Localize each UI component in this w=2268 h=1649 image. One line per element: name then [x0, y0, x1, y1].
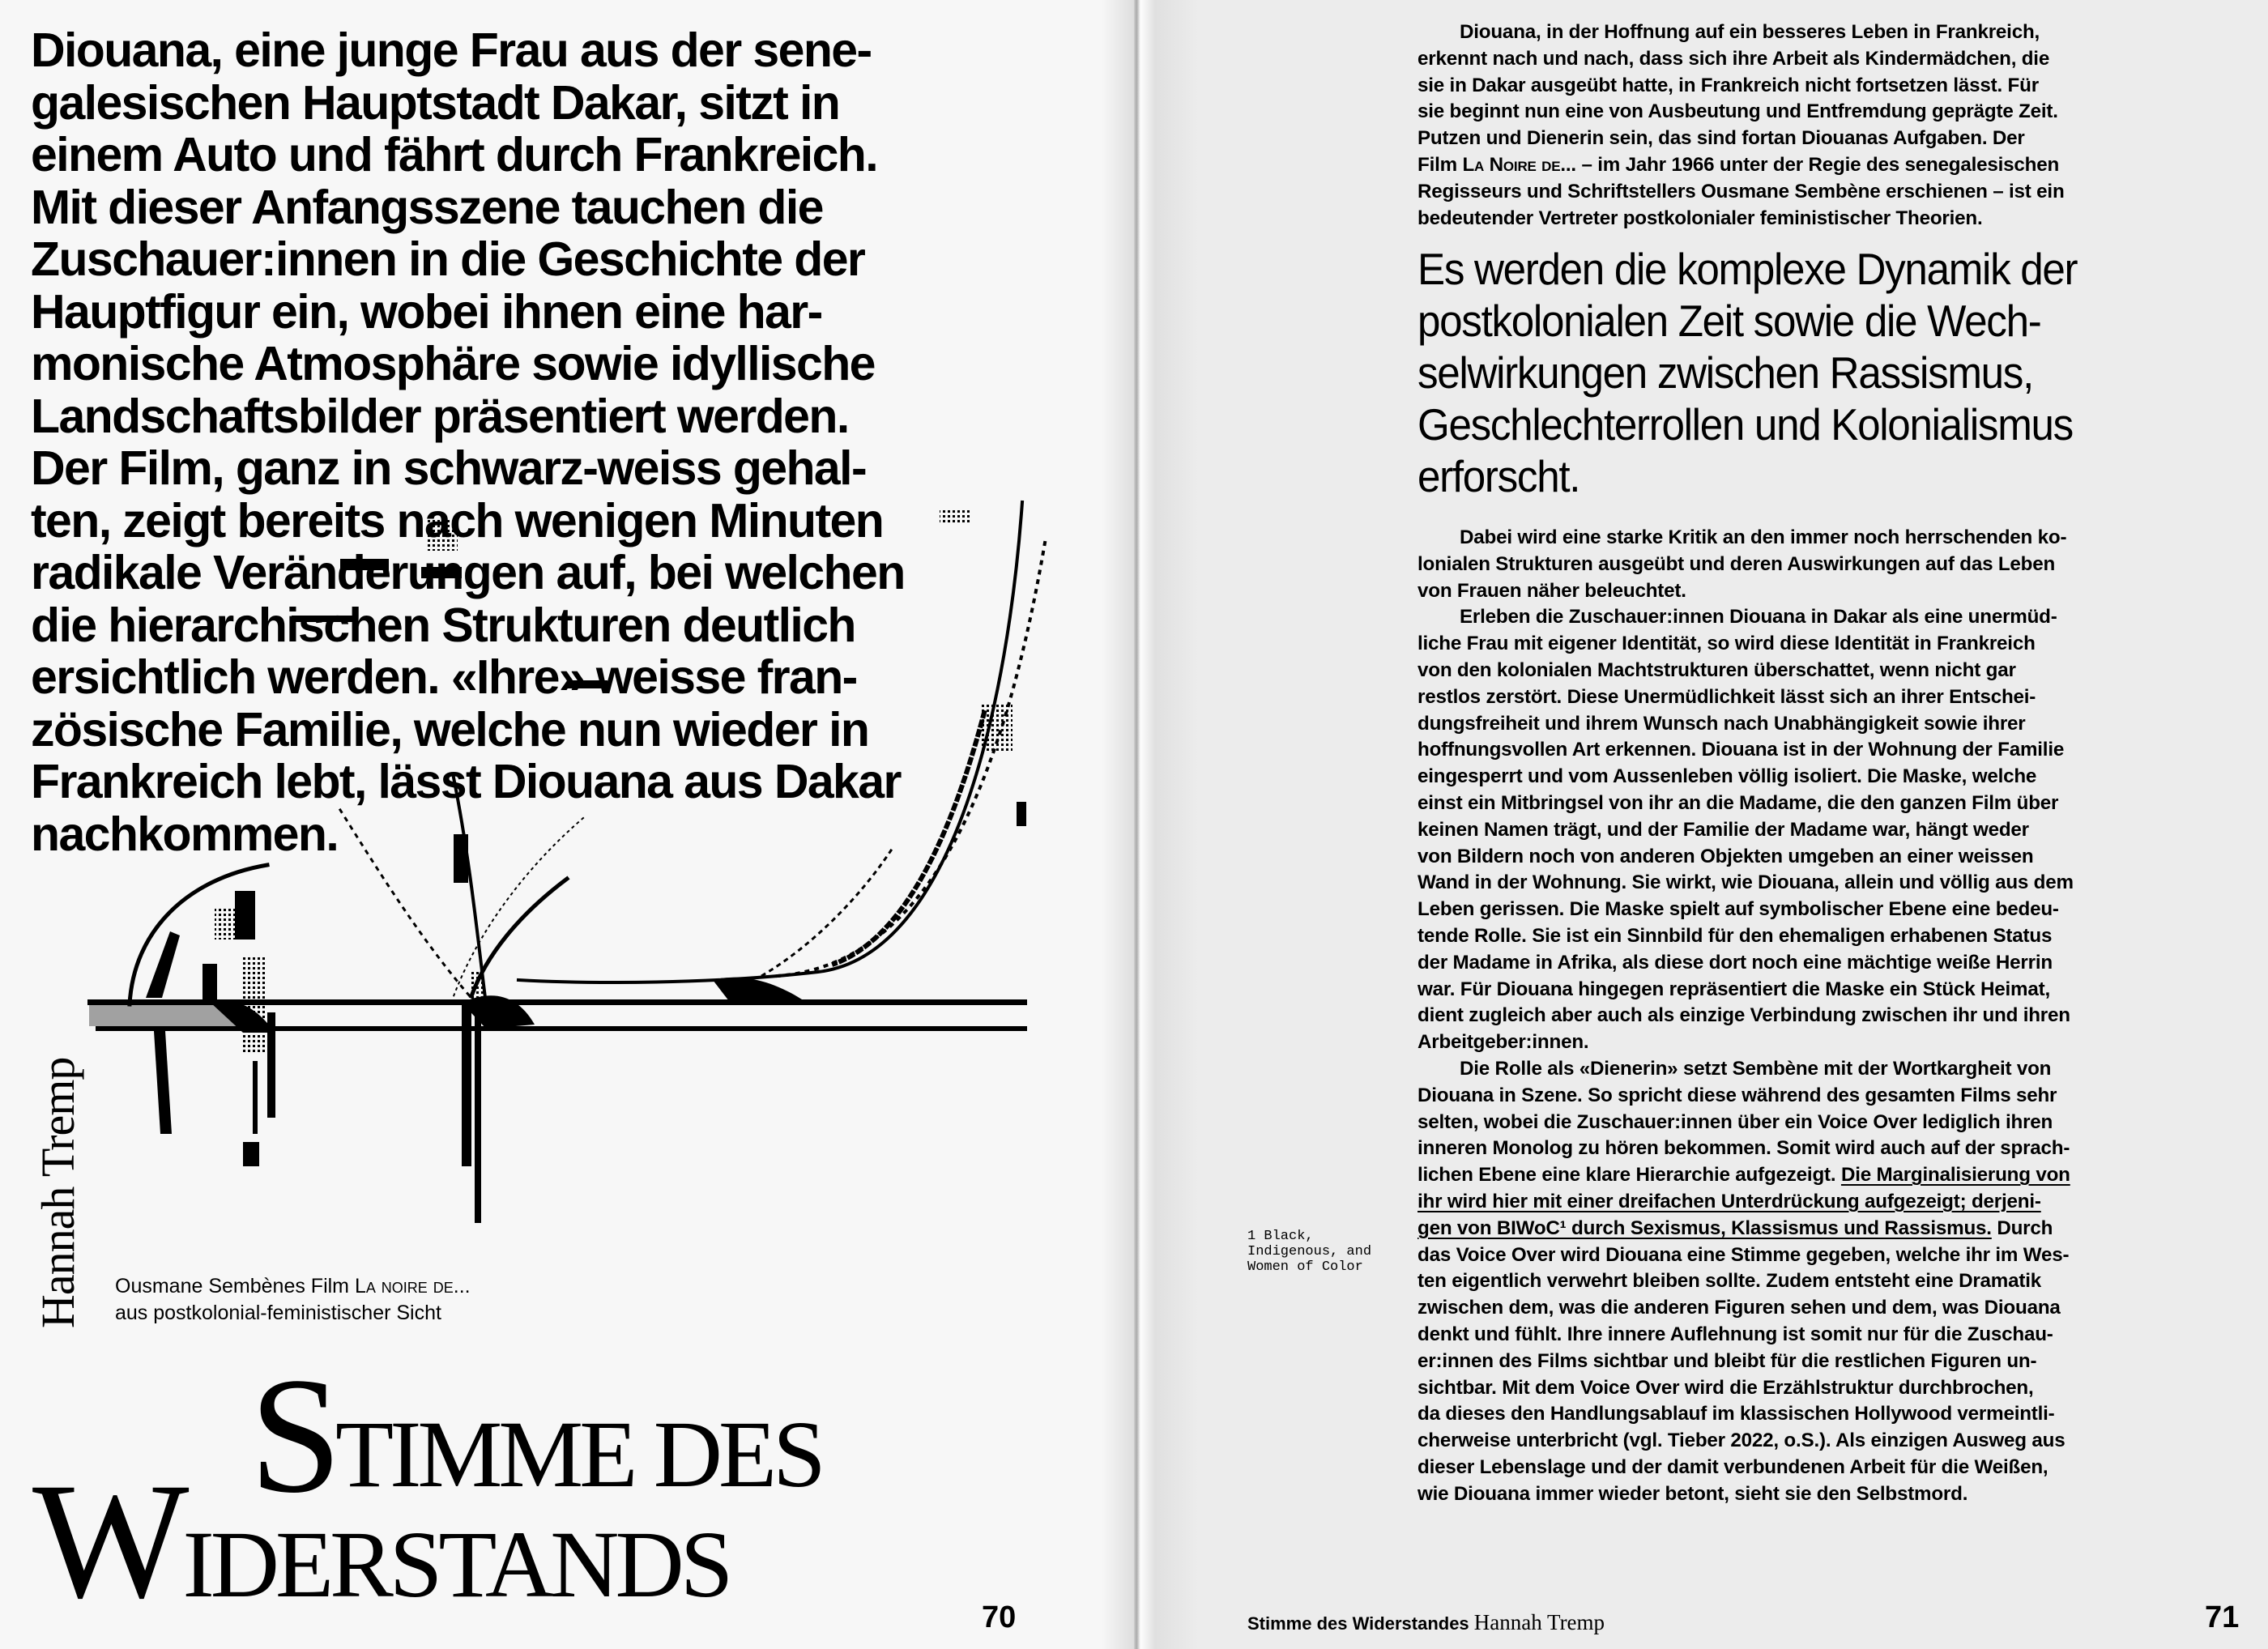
running-footer-title: Stimme des Widerstandes — [1247, 1613, 1469, 1634]
underlined-marginalisation-phrase: ihr wird hier mit einer dreifachen Unterdrückung aufgezeigt; derjeni- — [1418, 1190, 2041, 1212]
body-text-segment: lichen Ebene eine klare Hierarchie aufgezeigt. — [1418, 1164, 1841, 1187]
body-line: das Voice Over wird Diouana eine Stimme gegeben, welche ihr im Wes- — [1418, 1243, 2070, 1266]
lead-line: Der Film, ganz in schwarz-weiss gehal- — [31, 441, 866, 495]
body-line: von den kolonialen Machtstrukturen überschattet, wenn nicht gar — [1418, 658, 2016, 681]
body-line: ten eigentlich verwehrt bleiben sollte. Zudem entsteht eine Dramatik — [1418, 1270, 2041, 1293]
pull-quote-line: postkolonialen Zeit sowie die Wech- — [1418, 296, 2041, 346]
lead-line: Diouana, eine junge Frau aus der sene- — [31, 23, 872, 77]
body-line: war. Für Diouana hingegen repräsentiert die Maske ein Stück Heimat, — [1418, 978, 2050, 1000]
film-title: La Noire de... — [1462, 153, 1576, 176]
pull-quote-line: Es werden die komplexe Dynamik der — [1418, 244, 2078, 294]
body-line: Regisseurs und Schriftstellers Ousmane Sembène erschienen – ist ein — [1418, 180, 2065, 202]
footnote-line: 1 Black, — [1247, 1229, 1314, 1244]
running-footer — [1247, 1610, 1605, 1635]
title-line-1-rest: TIMME DES — [335, 1401, 822, 1507]
title-line-2-rest: IDERSTANDS — [182, 1511, 730, 1617]
body-line: liche Frau mit eigener Identität, so wird diese Identität in Frankreich — [1418, 633, 2036, 655]
footnote-line: Women of Color — [1247, 1259, 1363, 1275]
body-line: dieser Lebenslage und der damit verbundenen Arbeit für die Weißen, — [1418, 1455, 2048, 1478]
body-line: von Bildern noch von anderen Objekten umgeben an einer weissen — [1418, 845, 2034, 867]
main-body-text — [1418, 525, 2138, 1507]
body-line: sichtbar. Mit dem Voice Over wird die Erzählstruktur durchbrochen, — [1418, 1376, 2034, 1399]
intro-paragraph — [1418, 19, 2138, 232]
title-drop-cap-w: W — [32, 1449, 183, 1633]
lead-line: galesischen Hauptstadt Dakar, sitzt in — [31, 75, 840, 130]
lead-line: Hauptfigur ein, wobei ihnen eine har- — [31, 284, 822, 339]
body-line: eingesperrt und vom Aussenleben völlig isoliert. Die Maske, welche — [1418, 765, 2037, 788]
body-line: Putzen und Dienerin sein, das sind fortan Diouanas Aufgaben. Der — [1418, 127, 2025, 150]
lead-line: radikale Veränderungen auf, bei welchen — [31, 546, 905, 599]
body-line: restlos zerstört. Diese Unermüdlichkeit lässt sich an ihrer Entschei- — [1418, 685, 2036, 708]
subtitle-film-title: La noire de... — [354, 1275, 471, 1297]
author-name-vertical: Hannah Tremp — [32, 1057, 84, 1328]
article-subtitle — [115, 1273, 471, 1327]
body-line: zwischen dem, was die anderen Figuren sehen und dem, was Diouana — [1418, 1297, 2061, 1319]
body-line: sie beginnt nun eine von Ausbeutung und Entfremdung geprägte Zeit. — [1418, 100, 2058, 123]
title-drop-cap-s: S — [249, 1344, 336, 1528]
lead-line: Zuschauer:innen in die Geschichte der — [31, 232, 865, 286]
lead-line: monische Atmosphäre sowie idyllische — [31, 337, 875, 390]
body-line: Diouana in Szene. So spricht diese während des gesamten Films sehr — [1418, 1084, 2057, 1106]
body-line: bedeutender Vertreter postkolonialer feministischer Theorien. — [1418, 207, 1983, 229]
body-line: da dieses den Handlungsablauf im klassischen Hollywood vermeintli- — [1418, 1403, 2055, 1425]
page-number-left: 70 — [982, 1600, 1017, 1634]
pull-quote-line: Geschlechterrollen und Kolonialismus — [1418, 399, 2073, 450]
lead-line: ersichtlich werden. «Ihre» weisse fran- — [31, 650, 857, 704]
body-line: er:innen des Films sichtbar und bleibt für die restlichen Figuren un- — [1418, 1349, 2037, 1372]
lead-paragraph — [31, 24, 1051, 860]
subtitle-line-1 — [115, 1273, 471, 1300]
body-line: Die Rolle als «Dienerin» setzt Sembène mit der Wortkargheit von — [1460, 1057, 2052, 1080]
body-line-film — [1418, 152, 2138, 179]
page-number-right: 71 — [2205, 1600, 2240, 1634]
article-title-line-2 — [32, 1449, 730, 1633]
lead-line: zösische Familie, welche nun wieder in — [31, 702, 869, 756]
body-line: cherweise unterbricht (vgl. Tieber 2022, o.S.). Als einzigen Ausweg aus — [1418, 1430, 2066, 1452]
body-line: einst ein Mitbringsel von ihr an die Madame, die den ganzen Film über — [1418, 791, 2059, 814]
body-line: inneren Monolog zu hören bekommen. Somit wird auch auf der sprach- — [1418, 1137, 2070, 1160]
body-line: denkt und fühlt. Ihre innere Auflehnung ist somit nur für die Zuschau- — [1418, 1323, 2053, 1345]
body-line: selten, wobei die Zuschauer:innen über ein Voice Over lediglich ihren — [1418, 1110, 2053, 1133]
right-page — [1134, 0, 2268, 1649]
body-line — [1418, 1189, 2138, 1216]
body-line: dungsfreiheit und ihrem Wunsch nach Unabhängigkeit sowie ihrer — [1418, 712, 2026, 735]
body-text-segment: Durch — [1991, 1217, 2053, 1239]
lead-line: Frankreich lebt, lässt Diouana aus Dakar — [31, 755, 901, 808]
film-line-suffix: – im Jahr 1966 unter der Regie des senegalesischen — [1575, 153, 2060, 176]
body-line: erkennt nach und nach, dass sich ihre Arbeit als Kindermädchen, die — [1418, 47, 2050, 70]
pull-quote-line: selwirkungen zwischen Rassismus, — [1418, 347, 2033, 398]
body-line: sie in Dakar ausgeübt hatte, in Frankreich nicht fortsetzen lässt. Für — [1418, 74, 2039, 96]
body-line: Diouana, in der Hoffnung auf ein besseres Leben in Frankreich, — [1460, 21, 2040, 43]
pull-quote — [1418, 243, 2111, 502]
body-line: hoffnungsvollen Art erkennen. Diouana ist in der Wohnung der Familie — [1418, 739, 2065, 761]
body-line — [1418, 1162, 2138, 1189]
lead-line: ten, zeigt bereits nach wenigen Minuten — [31, 493, 884, 548]
underlined-marginalisation-phrase: gen von BIWoC¹ durch Sexismus, Klassismus und Rassismus. — [1418, 1217, 1992, 1239]
lead-line: nachkommen. — [31, 807, 339, 861]
body-line: lonialen Strukturen ausgeübt und deren Auswirkungen auf das Leben — [1418, 552, 2056, 575]
running-footer-author: Hannah Tremp — [1473, 1610, 1605, 1634]
body-line: Wand in der Wohnung. Sie wirkt, wie Diouana, allein und völlig aus dem — [1418, 871, 2074, 894]
body-line: der Madame in Afrika, als diese dort noch eine mächtige weiße Herrin — [1418, 951, 2053, 974]
body-line — [1418, 1216, 2138, 1242]
footnote — [1247, 1229, 1371, 1275]
body-line: dient zugleich aber auch als einzige Verbindung zwischen ihr und ihren — [1418, 1004, 2070, 1027]
lead-line: einem Auto und fährt durch Frankreich. — [31, 128, 878, 181]
body-line: Arbeitgeber:innen. — [1418, 1031, 1589, 1054]
body-line: tende Rolle. Sie ist ein Sinnbild für den ehemaligen erhabenen Status — [1418, 924, 2053, 947]
underlined-marginalisation-phrase: Die Marginalisierung von — [1840, 1164, 2070, 1187]
film-line-prefix: Film — [1418, 153, 1463, 176]
lead-line: die hierarchischen Strukturen deutlich — [31, 598, 855, 652]
body-line: von Frauen näher beleuchtet. — [1418, 579, 1686, 602]
subtitle-prefix: Ousmane Sembènes Film — [115, 1275, 355, 1297]
body-line: Leben gerissen. Die Maske spielt auf symbolischer Ebene eine bedeu- — [1418, 898, 2059, 921]
lead-line: Landschaftsbilder präsentiert werden. — [31, 389, 849, 443]
subtitle-line-2: aus postkolonial-feministischer Sicht — [115, 1302, 441, 1324]
pull-quote-line: erforscht. — [1418, 451, 1580, 501]
footnote-line: Indigenous, and — [1247, 1244, 1372, 1259]
body-line: wie Diouana immer wieder betont, sieht sie den Selbstmord. — [1418, 1482, 1968, 1505]
lead-line: Mit dieser Anfangsszene tauchen die — [31, 180, 823, 234]
body-line: keinen Namen trägt, und der Familie der Madame war, hängt weder — [1418, 818, 2029, 841]
body-line: Dabei wird eine starke Kritik an den immer noch herrschenden ko- — [1460, 526, 2067, 548]
body-line: Erleben die Zuschauer:innen Diouana in Dakar als eine unermüd- — [1460, 606, 2057, 628]
